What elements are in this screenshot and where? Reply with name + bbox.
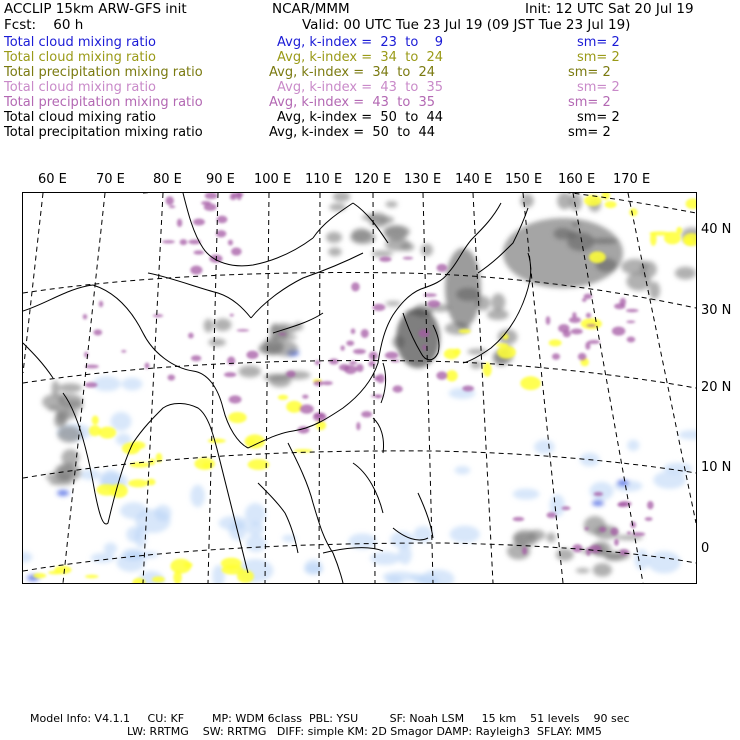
- purple-cloud: [422, 345, 426, 350]
- light-blue-cloud: [455, 466, 471, 475]
- light-blue-cloud: [246, 534, 266, 552]
- yellow-precip: [248, 439, 255, 446]
- lon-label-70e: 70 E: [96, 172, 125, 187]
- purple-cloud: [403, 257, 414, 260]
- light-blue-cloud: [663, 463, 692, 474]
- yellow-precip: [237, 570, 254, 583]
- purple-cloud: [231, 247, 242, 255]
- blue-cloud-accent: [617, 480, 629, 486]
- gray-cloud: [557, 193, 572, 209]
- yellow-precip: [446, 370, 458, 381]
- legend-avg-1: Avg, k-index = 23 to 9: [277, 35, 444, 50]
- dark-cloud-core: [445, 248, 481, 328]
- yellow-precip: [208, 439, 226, 444]
- gray-cloud: [204, 319, 214, 333]
- gray-cloud: [467, 349, 487, 355]
- light-blue-cloud: [411, 573, 424, 582]
- gray-cloud: [593, 563, 612, 577]
- purple-cloud: [619, 549, 629, 556]
- yellow-precip: [483, 362, 492, 376]
- lat-label-30n: 30 N: [701, 303, 732, 318]
- light-blue-cloud: [104, 543, 117, 555]
- light-blue-cloud: [79, 470, 101, 480]
- light-blue-cloud: [126, 551, 159, 559]
- light-blue-cloud: [219, 516, 248, 530]
- purple-cloud: [626, 309, 639, 312]
- yellow-precip: [497, 346, 516, 359]
- legend-avg-6: Avg, k-index = 50 to 44: [277, 110, 444, 125]
- purple-cloud: [578, 353, 587, 360]
- gray-cloud: [520, 194, 533, 208]
- purple-cloud: [374, 376, 380, 381]
- gray-cloud: [491, 293, 505, 311]
- purple-cloud: [230, 194, 237, 200]
- purple-cloud: [286, 371, 296, 378]
- purple-cloud: [586, 324, 596, 326]
- purple-cloud: [344, 365, 357, 374]
- gray-cloud: [546, 533, 555, 543]
- gray-cloud: [59, 383, 82, 392]
- light-blue-cloud: [534, 440, 555, 454]
- purple-cloud: [302, 395, 308, 399]
- purple-cloud: [436, 371, 447, 379]
- purple-cloud: [356, 364, 364, 372]
- purple-cloud: [99, 301, 103, 307]
- gray-cloud: [626, 272, 651, 291]
- purple-cloud: [236, 193, 241, 200]
- gray-cloud: [328, 247, 341, 256]
- blue-cloud-accent: [592, 500, 604, 506]
- yellow-precip: [676, 227, 682, 234]
- yellow-precip: [549, 339, 562, 346]
- yellow-precip: [152, 576, 165, 582]
- forecast-hour: Fcst: 60 h: [4, 17, 84, 33]
- purple-cloud: [167, 374, 175, 380]
- light-blue-cloud: [135, 509, 171, 533]
- purple-cloud: [340, 345, 344, 350]
- purple-cloud: [594, 492, 604, 496]
- lat-label-equator: 0: [701, 541, 710, 556]
- legend-avg-2: Avg, k-index = 34 to 24: [277, 50, 444, 65]
- purple-cloud: [230, 314, 234, 317]
- forecast-map: [22, 192, 697, 584]
- legend-field-2: Total cloud mixing ratio: [4, 50, 157, 65]
- legend-sm-7: sm= 2: [568, 125, 611, 140]
- purple-cloud: [224, 372, 236, 377]
- purple-cloud: [437, 264, 448, 272]
- legend-field-1: Total cloud mixing ratio: [4, 35, 157, 50]
- light-blue-cloud: [305, 559, 323, 574]
- dark-cloud-core: [503, 218, 623, 288]
- purple-cloud: [217, 216, 228, 224]
- purple-cloud: [371, 395, 384, 398]
- lon-label-90e: 90 E: [206, 172, 235, 187]
- gray-cloud: [513, 533, 533, 544]
- gray-cloud: [350, 230, 375, 244]
- purple-cloud: [589, 545, 601, 554]
- lat-label-20n: 20 N: [701, 380, 732, 395]
- gray-cloud: [376, 216, 394, 224]
- purple-cloud: [177, 219, 182, 227]
- purple-cloud: [228, 240, 233, 246]
- yellow-precip: [602, 193, 610, 200]
- org-label: NCAR/MMM: [272, 1, 350, 17]
- legend-sm-3: sm= 2: [568, 65, 611, 80]
- gray-cloud: [214, 318, 231, 331]
- purple-cloud: [353, 349, 366, 354]
- yellow-precip: [502, 334, 508, 340]
- purple-cloud: [627, 337, 636, 343]
- gray-cloud: [385, 201, 397, 207]
- purple-cloud: [300, 404, 314, 413]
- yellow-precip: [221, 558, 242, 570]
- light-blue-cloud: [190, 485, 205, 508]
- yellow-precip: [92, 415, 99, 424]
- gray-cloud: [333, 193, 351, 202]
- yellow-precip: [629, 208, 637, 216]
- yellow-precip: [33, 573, 46, 578]
- purple-cloud: [569, 317, 581, 323]
- purple-cloud: [313, 381, 323, 386]
- yellow-precip: [286, 401, 302, 413]
- purple-cloud: [368, 361, 375, 367]
- legend-field-5: Total precipitation mixing ratio: [4, 95, 203, 110]
- gray-cloud: [326, 232, 342, 243]
- gray-cloud: [385, 301, 401, 306]
- lon-label-100e: 100 E: [254, 172, 292, 187]
- purple-cloud: [193, 250, 203, 254]
- gray-cloud: [576, 568, 590, 573]
- light-blue-cloud: [122, 377, 143, 390]
- lon-label-80e: 80 E: [153, 172, 182, 187]
- purple-cloud: [85, 382, 98, 387]
- legend-avg-4: Avg, k-index = 43 to 35: [277, 80, 444, 95]
- purple-cloud: [180, 239, 188, 245]
- purple-cloud: [237, 329, 250, 332]
- lon-label-110e: 110 E: [305, 172, 343, 187]
- yellow-precip: [605, 201, 617, 208]
- purple-cloud: [627, 531, 631, 534]
- purple-cloud: [162, 240, 175, 243]
- purple-cloud: [346, 340, 354, 345]
- gray-cloud: [208, 338, 226, 346]
- blue-cloud-accent: [57, 490, 69, 496]
- purple-cloud: [563, 330, 571, 337]
- lon-label-170e: 170 E: [613, 172, 651, 187]
- light-blue-cloud: [634, 549, 649, 570]
- lon-label-130e: 130 E: [404, 172, 442, 187]
- light-blue-cloud: [627, 440, 639, 451]
- yellow-precip: [122, 442, 140, 454]
- gray-cloud: [621, 259, 648, 275]
- yellow-precip: [584, 195, 602, 206]
- legend-field-7: Total precipitation mixing ratio: [4, 125, 203, 140]
- yellow-precip: [48, 571, 62, 575]
- purple-cloud: [547, 512, 557, 518]
- purple-cloud: [462, 385, 474, 391]
- purple-cloud: [379, 257, 391, 262]
- purple-cloud: [191, 355, 201, 361]
- gray-cloud: [675, 267, 696, 280]
- purple-cloud: [329, 358, 339, 364]
- legend-avg-7: Avg, k-index = 50 to 44: [269, 125, 436, 140]
- light-blue-cloud: [348, 533, 376, 549]
- purple-cloud: [193, 219, 205, 226]
- purple-cloud: [552, 353, 560, 360]
- lon-label-120e: 120 E: [354, 172, 392, 187]
- yellow-precip: [686, 198, 696, 209]
- yellow-precip: [589, 251, 606, 263]
- gray-cloud: [470, 361, 481, 369]
- lon-label-150e: 150 E: [505, 172, 543, 187]
- purple-cloud: [83, 314, 87, 320]
- purple-cloud: [630, 522, 636, 529]
- legend-sm-5: sm= 2: [568, 95, 611, 110]
- gray-cloud: [385, 238, 411, 251]
- gray-cloud: [556, 549, 574, 561]
- legend-sm-1: sm= 2: [577, 35, 620, 50]
- purple-cloud: [351, 282, 360, 291]
- lat-label-10n: 10 N: [701, 460, 732, 475]
- lon-label-60e: 60 E: [38, 172, 67, 187]
- purple-cloud: [373, 304, 386, 311]
- model-title: ACCLIP 15km ARW-GFS init: [4, 1, 187, 17]
- light-blue-cloud: [23, 552, 32, 563]
- legend-sm-2: sm= 2: [577, 50, 620, 65]
- purple-cloud: [599, 527, 606, 532]
- purple-cloud: [614, 539, 619, 546]
- purple-cloud: [361, 329, 369, 338]
- purple-cloud: [612, 326, 625, 335]
- gray-cloud: [54, 464, 75, 481]
- yellow-precip: [228, 412, 246, 423]
- purple-cloud: [322, 381, 333, 385]
- purple-cloud: [190, 266, 202, 275]
- purple-cloud: [419, 329, 430, 337]
- purple-cloud: [513, 517, 525, 521]
- gray-cloud: [57, 426, 81, 442]
- purple-cloud: [392, 385, 402, 392]
- yellow-precip: [520, 376, 541, 390]
- init-time: Init: 12 UTC Sat 20 Jul 19: [525, 1, 694, 17]
- purple-cloud: [166, 196, 174, 205]
- purple-cloud: [369, 351, 378, 359]
- purple-cloud: [522, 547, 527, 555]
- yellow-precip: [85, 575, 98, 579]
- legend-avg-3: Avg, k-index = 34 to 24: [269, 65, 436, 80]
- legend-avg-5: Avg, k-index = 43 to 35: [269, 95, 436, 110]
- purple-cloud: [546, 316, 551, 325]
- yellow-precip: [89, 425, 101, 436]
- yellow-precip: [458, 329, 470, 333]
- purple-cloud: [229, 395, 242, 403]
- light-blue-cloud: [450, 526, 480, 543]
- purple-cloud: [620, 298, 626, 306]
- map-canvas: [23, 193, 696, 583]
- light-blue-cloud: [247, 522, 265, 536]
- purple-cloud: [361, 411, 372, 417]
- legend-sm-6: sm= 2: [577, 110, 620, 125]
- purple-cloud: [586, 548, 591, 556]
- model-info: Model Info: V4.1.1 CU: KF MP: WDM 6class PBL: YSU SF: Noah LSM 15 km 51 levels 90 sec: [30, 712, 630, 725]
- lon-label-140e: 140 E: [455, 172, 493, 187]
- light-blue-cloud: [513, 488, 540, 499]
- yellow-precip: [184, 562, 193, 568]
- purple-cloud: [585, 342, 590, 350]
- gray-cloud: [239, 366, 262, 378]
- purple-cloud: [645, 517, 653, 521]
- purple-cloud: [427, 300, 440, 308]
- legend-field-4: Total cloud mixing ratio: [4, 80, 157, 95]
- gray-cloud: [371, 250, 393, 256]
- purple-cloud: [356, 422, 360, 430]
- purple-cloud: [121, 350, 126, 353]
- purple-cloud: [626, 321, 635, 324]
- legend-field-3: Total precipitation mixing ratio: [4, 65, 203, 80]
- yellow-precip: [128, 479, 148, 487]
- lat-label-40n: 40 N: [701, 222, 732, 237]
- yellow-precip: [444, 349, 459, 360]
- gray-cloud: [48, 406, 60, 411]
- light-blue-cloud: [678, 430, 696, 440]
- purple-cloud: [188, 333, 194, 339]
- light-blue-cloud: [91, 553, 115, 563]
- light-blue-cloud: [421, 569, 455, 583]
- purple-cloud: [279, 333, 287, 336]
- yellow-precip: [581, 318, 602, 329]
- model-physics: LW: RRTMG SW: RRTMG DIFF: simple KM: 2D Smagor DAMP: Rayleigh3 SFLAY: MM5: [127, 725, 602, 738]
- yellow-precip: [96, 484, 117, 496]
- purple-cloud: [647, 501, 654, 510]
- purple-cloud: [204, 203, 217, 211]
- legend-field-6: Total cloud mixing ratio: [4, 110, 157, 125]
- purple-cloud: [585, 527, 589, 530]
- valid-time: Valid: 00 UTC Tue 23 Jul 19 (09 JST Tue 23 Jul 19): [302, 17, 631, 33]
- purple-cloud: [561, 506, 570, 510]
- purple-cloud: [610, 528, 618, 536]
- yellow-precip: [316, 421, 326, 430]
- lon-label-160e: 160 E: [558, 172, 596, 187]
- purple-cloud: [205, 193, 218, 199]
- purple-cloud: [93, 329, 102, 335]
- yellow-precip: [278, 395, 288, 400]
- light-blue-cloud: [398, 544, 412, 564]
- light-blue-cloud: [111, 412, 132, 431]
- light-blue-cloud: [590, 482, 614, 501]
- purple-cloud: [349, 361, 357, 365]
- purple-cloud: [586, 313, 591, 318]
- light-blue-cloud: [648, 551, 681, 573]
- yellow-precip: [99, 427, 116, 439]
- purple-cloud: [351, 328, 355, 334]
- legend-sm-4: sm= 2: [577, 80, 620, 95]
- purple-cloud: [85, 365, 99, 369]
- yellow-precip: [194, 458, 215, 470]
- purple-cloud: [571, 329, 583, 335]
- purple-cloud: [169, 205, 175, 208]
- purple-cloud: [385, 352, 398, 359]
- purple-cloud: [246, 351, 258, 359]
- purple-cloud: [153, 314, 163, 317]
- gray-cloud: [421, 244, 433, 257]
